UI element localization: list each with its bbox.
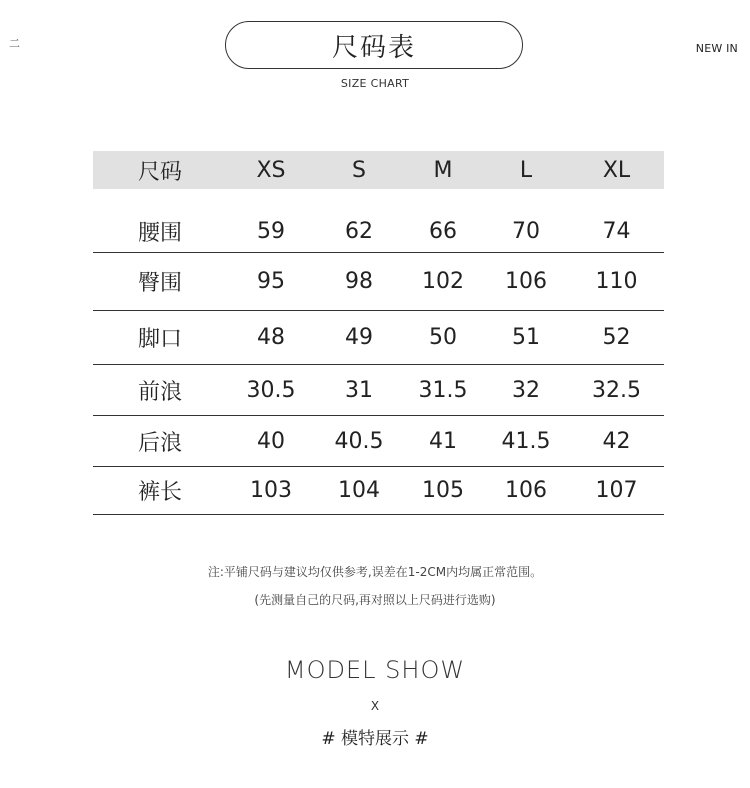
table-cell: 74 [602, 218, 631, 244]
table-row [93, 416, 664, 467]
table-header-cell: M [433, 157, 453, 183]
table-cell: 48 [257, 325, 285, 350]
table-cell: 62 [345, 218, 373, 244]
new-in-label: NEW IN [695, 42, 738, 55]
table-cell: 105 [422, 478, 464, 503]
table-cell: 30.5 [246, 377, 296, 403]
size-chart-subtitle: SIZE CHART [340, 77, 410, 90]
table-cell: 42 [602, 428, 631, 454]
row-label: 脚口 [137, 327, 182, 352]
model-show-separator: X [370, 699, 380, 713]
measurement-hint: (先测量自己的尺码,再对照以上尺码进行选购) [254, 593, 496, 607]
table-cell: 50 [429, 325, 457, 350]
table-cell: 32.5 [592, 377, 641, 403]
row-label: 后浪 [137, 430, 182, 456]
table-header-row [93, 151, 664, 189]
table-row [93, 311, 664, 365]
table-cell: 107 [595, 478, 638, 503]
table-row [93, 189, 664, 253]
table-row [93, 253, 664, 311]
size-chart-title-text: 尺码表 [331, 32, 416, 63]
table-cell: 49 [345, 325, 373, 350]
table-header-cell: XL [602, 157, 631, 183]
table-cell: 40.5 [334, 428, 384, 454]
table-row [93, 467, 664, 515]
table-cell: 59 [257, 218, 285, 244]
row-label: 前浪 [137, 379, 182, 405]
corner-mark-left: 二 [9, 37, 20, 50]
table-cell: 66 [429, 218, 457, 244]
table-cell: 98 [345, 269, 373, 294]
model-show-title: MODEL SHOW [284, 656, 466, 684]
row-label: 臀围 [137, 271, 182, 296]
table-cell: 70 [512, 218, 540, 244]
table-cell: 106 [505, 269, 547, 294]
table-cell: 31.5 [418, 377, 468, 403]
table-cell: 51 [512, 325, 540, 350]
table-row [93, 365, 664, 416]
row-label: 裤长 [137, 480, 182, 505]
table-header-cell: 尺码 [137, 159, 182, 185]
table-header-cell: XS [256, 157, 286, 183]
table-cell: 104 [338, 478, 380, 503]
table-cell: 110 [595, 269, 638, 294]
table-cell: 106 [505, 478, 547, 503]
table-cell: 103 [250, 478, 292, 503]
table-cell: 95 [257, 269, 285, 294]
size-table [93, 151, 664, 515]
table-cell: 32 [512, 377, 540, 403]
table-cell: 102 [422, 269, 464, 294]
model-show-subtitle: # 模特展示 # [321, 729, 429, 749]
table-header-cell: S [352, 157, 366, 183]
size-chart-title [225, 21, 523, 69]
table-cell: 31 [345, 377, 373, 403]
table-cell: 40 [257, 428, 285, 454]
table-cell: 41.5 [501, 428, 551, 454]
row-label: 腰围 [137, 220, 182, 246]
table-cell: 52 [602, 325, 631, 350]
measurement-note: 注:平铺尺码与建议均仅供参考,误差在1-2CM内均属正常范围。 [207, 565, 543, 579]
table-cell: 41 [429, 428, 457, 454]
table-header-cell: L [519, 157, 533, 183]
